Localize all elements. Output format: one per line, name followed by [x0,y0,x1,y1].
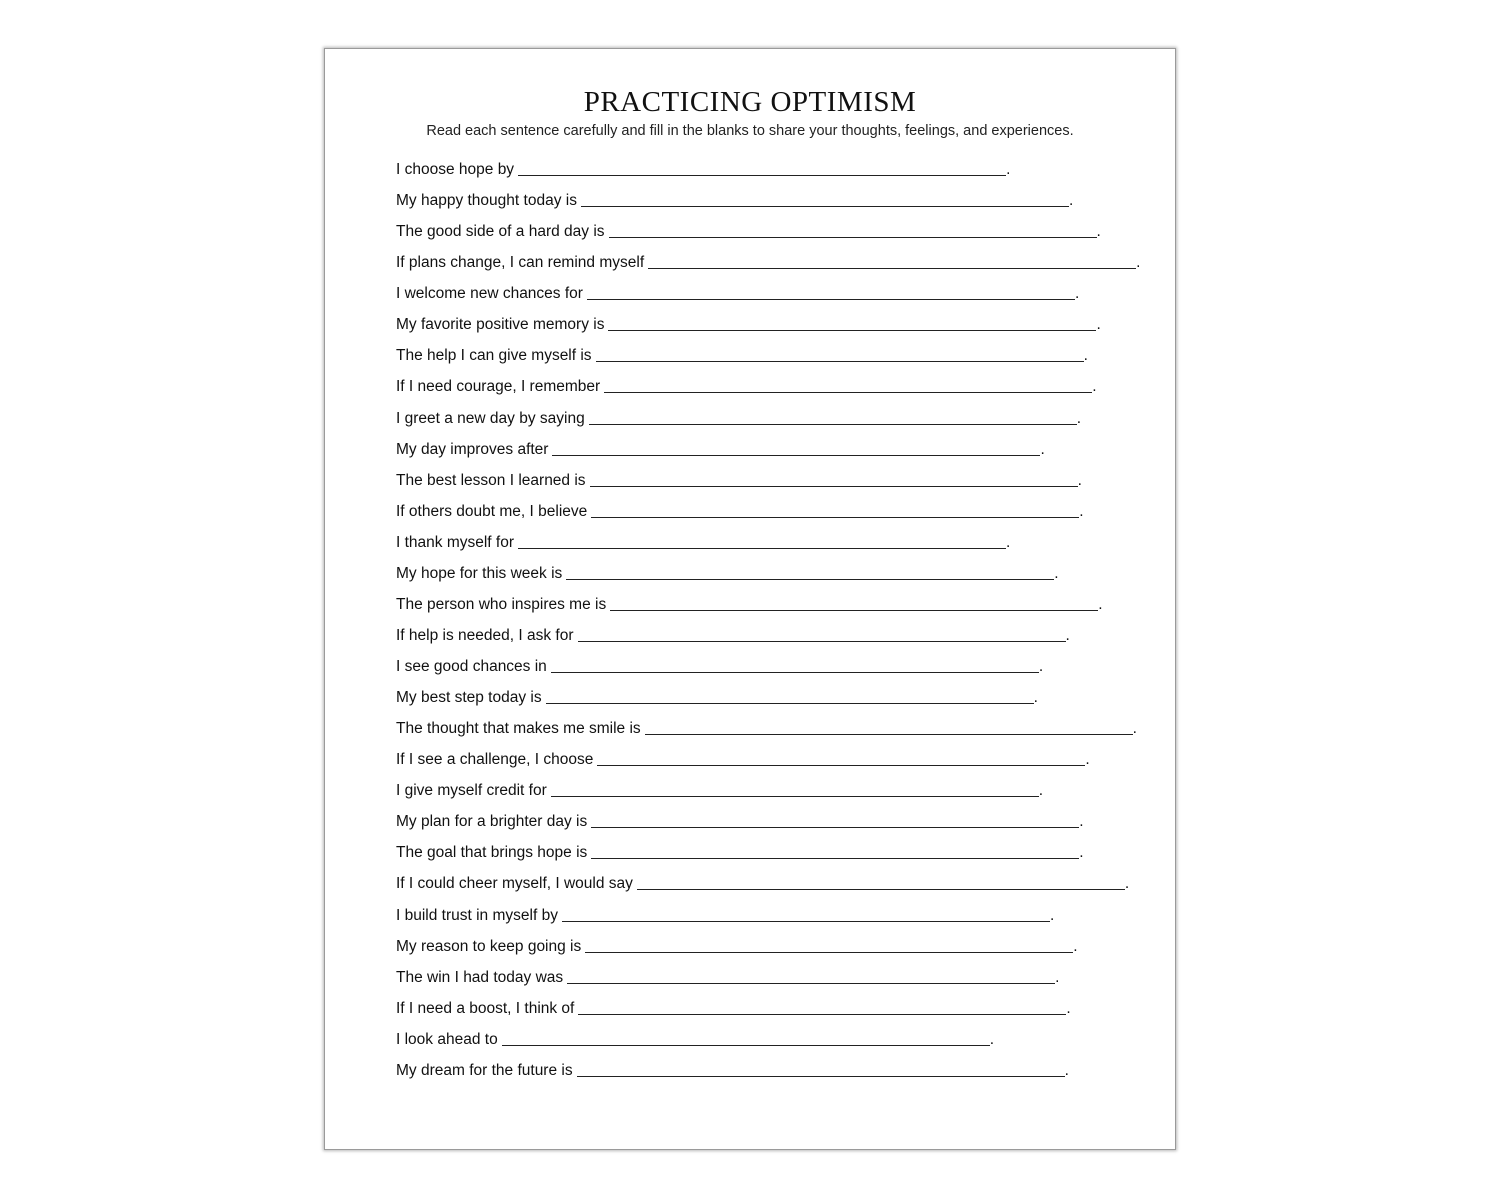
prompt-row [396,253,1140,284]
prompt-text: My hope for this week is [396,564,563,582]
prompt-row [396,471,1140,502]
prompt-text: The person who inspires me is [396,595,607,613]
prompt-period: . [1096,316,1101,334]
prompt-row [396,160,1140,191]
prompt-period: . [1074,285,1080,303]
prompt-period: . [1038,782,1044,800]
prompt-period: . [1124,875,1130,893]
prompt-period: . [1040,440,1045,458]
fill-in-blank[interactable] [591,812,1079,828]
prompt-row [396,595,1140,626]
fill-in-blank[interactable] [578,999,1066,1015]
prompt-text: My plan for a brighter day is [396,813,588,831]
prompt-row [396,719,1140,750]
fill-in-blank[interactable] [589,409,1077,425]
prompt-row [396,843,1140,874]
prompt-row [396,191,1140,222]
prompt-list [396,160,1140,1092]
prompt-text: I look ahead to [396,1030,498,1048]
fill-in-blank[interactable] [645,719,1133,735]
prompt-period: . [1096,223,1101,241]
prompt-text: The good side of a hard day is [396,223,605,241]
prompt-row [396,906,1140,937]
fill-in-blank[interactable] [590,471,1078,487]
prompt-row [396,968,1140,999]
prompt-text: If I need a boost, I think of [396,999,575,1017]
prompt-text: I thank myself for [396,533,515,551]
prompt-period: . [1092,378,1097,396]
fill-in-blank[interactable] [552,440,1040,456]
prompt-text: The win I had today was [396,968,564,986]
prompt-text: The goal that brings hope is [396,844,588,862]
prompt-text: The best lesson I learned is [396,471,586,489]
fill-in-blank[interactable] [591,502,1079,518]
fill-in-blank[interactable] [518,533,1006,549]
prompt-text: My reason to keep going is [396,937,582,955]
fill-in-blank[interactable] [551,781,1039,797]
prompt-text: My dream for the future is [396,1061,573,1079]
prompt-text: If others doubt me, I believe [396,502,588,520]
fill-in-blank[interactable] [551,657,1039,673]
prompt-text: If help is needed, I ask for [396,626,574,644]
prompt-row [396,626,1140,657]
prompt-period: . [1076,409,1082,427]
fill-in-blank[interactable] [596,346,1084,362]
fill-in-blank[interactable] [587,284,1075,300]
prompt-period: . [1132,720,1137,738]
fill-in-blank[interactable] [581,191,1069,207]
prompt-text: I greet a new day by saying [396,409,585,427]
prompt-row [396,999,1140,1030]
fill-in-blank[interactable] [648,253,1136,269]
prompt-row [396,346,1140,377]
fill-in-blank[interactable] [608,315,1096,331]
prompt-row [396,937,1140,968]
prompt-text: The thought that makes me smile is [396,720,641,738]
prompt-period: . [1049,906,1055,924]
fill-in-blank[interactable] [578,626,1066,642]
prompt-text: I build trust in myself by [396,906,558,924]
prompt-row [396,750,1140,781]
prompt-text: My happy thought today is [396,192,577,210]
worksheet-title: PRACTICING OPTIMISM [583,86,917,118]
prompt-text: I welcome new chances for [396,285,583,303]
prompt-period: . [1066,999,1071,1017]
prompt-text: If I see a challenge, I choose [396,751,594,769]
prompt-period: . [1064,1061,1069,1079]
prompt-text: I see good chances in [396,658,547,675]
fill-in-blank[interactable] [637,874,1125,890]
prompt-text: If I could cheer myself, I would say [396,875,633,893]
prompt-row [396,315,1140,346]
fill-in-blank[interactable] [597,750,1085,766]
worksheet-instructions: Read each sentence carefully and fill in the blanks to share your thoughts, feelings, and experiences. [426,123,1074,139]
fill-in-blank[interactable] [591,843,1079,859]
prompt-row [396,564,1140,595]
prompt-row [396,812,1140,843]
fill-in-blank[interactable] [610,595,1098,611]
prompt-period: . [1136,254,1141,272]
prompt-period: . [1038,658,1044,675]
prompt-period: . [1006,533,1011,551]
prompt-text: My best step today is [396,689,542,707]
fill-in-blank[interactable] [562,906,1050,922]
prompt-period: . [1006,161,1011,178]
prompt-row [396,688,1140,719]
prompt-period: . [1077,471,1082,489]
prompt-text: If I need courage, I remember [396,378,601,396]
prompt-text: I give myself credit for [396,782,547,800]
fill-in-blank[interactable] [518,160,1006,176]
prompt-period: . [1079,844,1084,862]
prompt-row [396,533,1140,564]
prompt-period: . [1098,595,1103,613]
fill-in-blank[interactable] [577,1061,1065,1077]
prompt-period: . [1083,347,1088,365]
fill-in-blank[interactable] [502,1030,990,1046]
prompt-period: . [1055,968,1060,986]
prompt-row [396,440,1140,471]
prompt-row [396,1061,1140,1092]
fill-in-blank[interactable] [566,564,1054,580]
prompt-row [396,1030,1140,1061]
prompt-text: I choose hope by [396,161,515,178]
fill-in-blank[interactable] [585,937,1073,953]
prompt-row [396,377,1140,408]
prompt-text: The help I can give myself is [396,347,592,365]
prompt-row [396,657,1140,688]
fill-in-blank[interactable] [567,968,1055,984]
prompt-period: . [1073,937,1078,955]
prompt-row [396,781,1140,812]
prompt-row [396,284,1140,315]
prompt-period: . [1054,564,1059,582]
prompt-text: If plans change, I can remind myself [396,254,645,272]
prompt-period: . [1068,192,1074,210]
prompt-period: . [1079,502,1084,520]
prompt-period: . [1079,813,1084,831]
prompt-period: . [989,1030,995,1048]
prompt-row [396,874,1140,905]
prompt-text: My favorite positive memory is [396,316,605,334]
prompt-period: . [1033,689,1038,707]
prompt-row [396,222,1140,253]
prompt-row [396,502,1140,533]
fill-in-blank[interactable] [609,222,1097,238]
fill-in-blank[interactable] [546,688,1034,704]
fill-in-blank[interactable] [604,377,1092,393]
prompt-row [396,409,1140,440]
prompt-text: My day improves after [396,440,549,458]
prompt-period: . [1085,751,1090,769]
prompt-period: . [1065,626,1070,644]
